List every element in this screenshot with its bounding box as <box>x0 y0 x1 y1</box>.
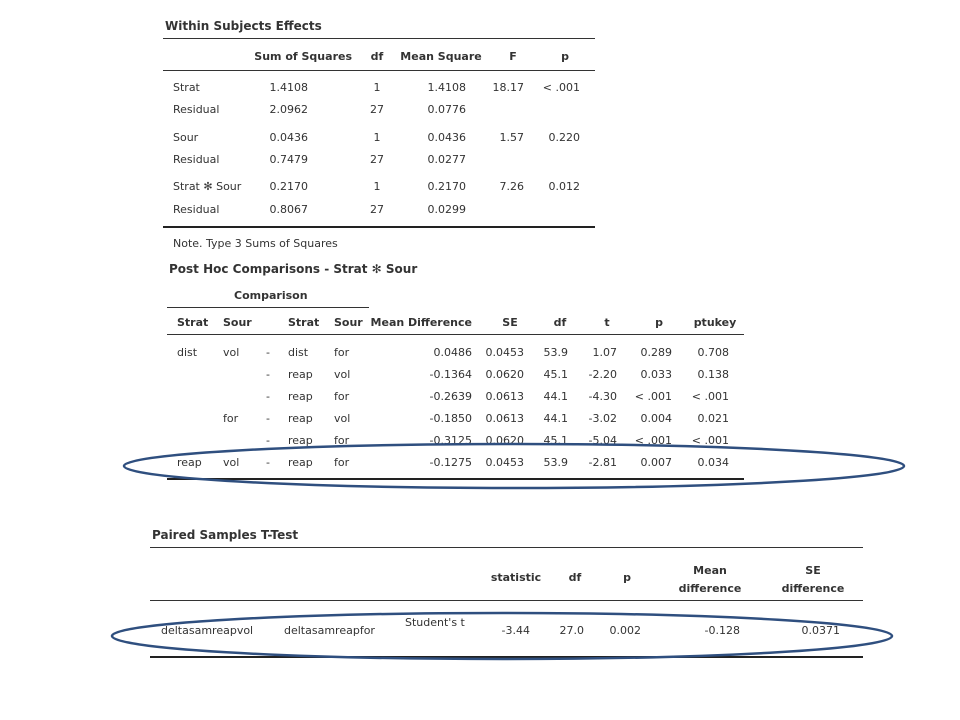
ph-sour2: for <box>334 390 350 403</box>
ph-se: 0.0453 <box>485 346 524 359</box>
ph-df: 53.9 <box>543 346 568 359</box>
row-ms: 0.0436 <box>427 131 466 144</box>
ph-t: -3.02 <box>588 412 617 425</box>
ph-mean-diff: 0.0486 <box>433 346 472 359</box>
ph-se: 0.0613 <box>485 390 524 403</box>
ph-ptukey: 0.021 <box>697 412 729 425</box>
ph-header-ptukey: ptukey <box>693 316 737 329</box>
row-p: 0.012 <box>548 180 580 193</box>
ph-sour1: vol <box>223 346 240 359</box>
pt-var2: deltasamreapfor <box>284 624 375 637</box>
pt-md: -0.128 <box>704 624 740 637</box>
ph-se: 0.0453 <box>485 456 524 469</box>
ph-df: 45.1 <box>543 434 568 447</box>
posthoc-header-rule <box>167 334 744 335</box>
ph-strat2: reap <box>288 368 313 381</box>
ph-separator: - <box>266 390 270 403</box>
ph-p: < .001 <box>634 434 672 447</box>
ph-header-df: df <box>553 316 567 329</box>
row-df: 27 <box>370 103 384 116</box>
row-df: 1 <box>373 131 381 144</box>
ph-p: 0.033 <box>640 368 672 381</box>
comparison-label: Comparison <box>234 289 308 302</box>
posthoc-title: Post Hoc Comparisons - Strat ✻ Sour <box>169 262 418 276</box>
ph-separator: - <box>266 412 270 425</box>
row-ss: 0.2170 <box>269 180 308 193</box>
ph-strat2: reap <box>288 412 313 425</box>
ph-mean-diff: -0.3125 <box>429 434 472 447</box>
ph-df: 53.9 <box>543 456 568 469</box>
ph-df: 44.1 <box>543 412 568 425</box>
ph-header-se: SE <box>502 316 518 329</box>
ph-header-strat2: Strat <box>288 316 320 329</box>
pt-header-df: df <box>568 571 582 584</box>
pt-test: Student's t <box>405 616 465 629</box>
col-header-df: df <box>370 50 384 63</box>
row-ms: 0.0299 <box>427 203 466 216</box>
row-label: Sour <box>173 131 199 144</box>
ph-ptukey: < .001 <box>691 390 729 403</box>
ph-separator: - <box>266 368 270 381</box>
row-df: 1 <box>373 180 381 193</box>
ph-header-sour1: Sour <box>223 316 252 329</box>
pt-var1: deltasamreapvol <box>161 624 254 637</box>
within-title: Within Subjects Effects <box>165 19 322 33</box>
row-ss: 2.0962 <box>269 103 308 116</box>
pt-header-p: p <box>623 571 631 584</box>
row-ss: 0.7479 <box>269 153 308 166</box>
ph-t: -4.30 <box>588 390 617 403</box>
row-ms: 0.2170 <box>427 180 466 193</box>
ph-separator: - <box>266 434 270 447</box>
pt-df: 27.0 <box>559 624 584 637</box>
ph-ptukey: < .001 <box>691 434 729 447</box>
row-ss: 0.8067 <box>269 203 308 216</box>
row-ms: 0.0277 <box>427 153 466 166</box>
pt-se: 0.0371 <box>801 624 840 637</box>
row-ss: 0.0436 <box>269 131 308 144</box>
row-p: < .001 <box>542 81 580 94</box>
ph-header-strat1: Strat <box>177 316 209 329</box>
ph-mean-diff: -0.1275 <box>429 456 472 469</box>
ph-ptukey: 0.034 <box>697 456 729 469</box>
ph-mean-diff: -0.2639 <box>429 390 472 403</box>
row-label: Strat <box>173 81 200 94</box>
ph-header-md: Mean Difference <box>370 316 472 329</box>
col-header-f: F <box>509 50 517 63</box>
pt-header-md: Mean difference <box>678 564 742 595</box>
row-f: 7.26 <box>499 180 524 193</box>
posthoc-bottom-rule <box>167 478 744 480</box>
row-df: 1 <box>373 81 381 94</box>
ph-t: 1.07 <box>592 346 617 359</box>
ph-sour2: for <box>334 456 350 469</box>
ph-separator: - <box>266 346 270 359</box>
ph-p: < .001 <box>634 390 672 403</box>
ph-p: 0.004 <box>640 412 672 425</box>
ph-strat1: dist <box>177 346 198 359</box>
ph-df: 45.1 <box>543 368 568 381</box>
row-df: 27 <box>370 203 384 216</box>
ph-header-p: p <box>655 316 663 329</box>
row-df: 27 <box>370 153 384 166</box>
paired-header-rule <box>150 600 863 601</box>
paired-top-rule <box>150 547 863 548</box>
row-f: 1.57 <box>499 131 524 144</box>
ph-se: 0.0613 <box>485 412 524 425</box>
row-label: Residual <box>173 153 220 166</box>
ph-se: 0.0620 <box>485 434 524 447</box>
pt-header-se: SE difference <box>781 564 845 595</box>
ph-sour2: vol <box>334 412 351 425</box>
ph-p: 0.007 <box>640 456 672 469</box>
row-ms: 0.0776 <box>427 103 466 116</box>
row-ms: 1.4108 <box>427 81 466 94</box>
within-note: Note. Type 3 Sums of Squares <box>173 237 338 250</box>
ph-ptukey: 0.138 <box>697 368 729 381</box>
ph-df: 44.1 <box>543 390 568 403</box>
pt-statistic: -3.44 <box>501 624 530 637</box>
col-header-ss: Sum of Squares <box>254 50 352 63</box>
ph-sour2: for <box>334 434 350 447</box>
ph-sour1: vol <box>223 456 240 469</box>
pt-p: 0.002 <box>609 624 641 637</box>
ph-se: 0.0620 <box>485 368 524 381</box>
row-label: Residual <box>173 203 220 216</box>
comparison-rule <box>167 307 369 308</box>
ph-sour2: for <box>334 346 350 359</box>
ph-header-t: t <box>604 316 610 329</box>
row-label: Strat ✻ Sour <box>173 180 242 193</box>
ph-strat1: reap <box>177 456 202 469</box>
ph-sour1: for <box>223 412 239 425</box>
ph-strat2: reap <box>288 456 313 469</box>
within-bottom-rule <box>163 226 595 228</box>
ph-t: -5.04 <box>588 434 617 447</box>
ph-mean-diff: -0.1364 <box>429 368 472 381</box>
col-header-ms: Mean Square <box>400 50 482 63</box>
ph-header-sour2: Sour <box>334 316 363 329</box>
ph-sour2: vol <box>334 368 351 381</box>
ph-strat2: reap <box>288 390 313 403</box>
within-top-rule <box>163 38 595 39</box>
row-ss: 1.4108 <box>269 81 308 94</box>
ph-t: -2.20 <box>588 368 617 381</box>
ph-strat2: dist <box>288 346 309 359</box>
row-f: 18.17 <box>492 81 524 94</box>
row-label: Residual <box>173 103 220 116</box>
paired-title: Paired Samples T-Test <box>152 528 299 542</box>
ph-strat2: reap <box>288 434 313 447</box>
ph-mean-diff: -0.1850 <box>429 412 472 425</box>
row-p: 0.220 <box>548 131 580 144</box>
within-header-rule <box>163 70 595 71</box>
ph-separator: - <box>266 456 270 469</box>
paired-bottom-rule <box>150 656 863 658</box>
col-header-p: p <box>561 50 569 63</box>
ph-ptukey: 0.708 <box>697 346 729 359</box>
pt-header-statistic: statistic <box>490 571 542 584</box>
ph-t: -2.81 <box>588 456 617 469</box>
ph-p: 0.289 <box>640 346 672 359</box>
